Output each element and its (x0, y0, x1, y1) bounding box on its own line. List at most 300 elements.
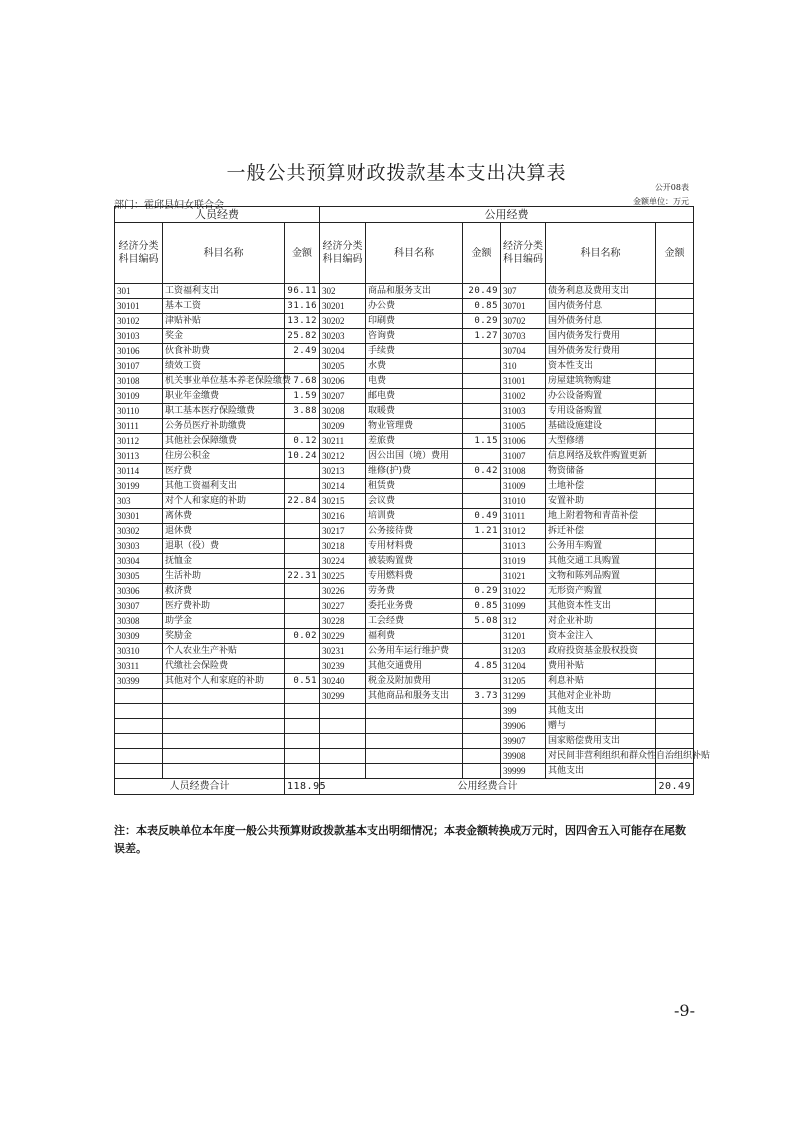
code-cell: 30109 (115, 389, 163, 404)
amount-cell (656, 734, 694, 749)
code-cell (320, 719, 366, 734)
name-cell: 费用补贴 (546, 659, 656, 674)
name-cell: 工会经费 (366, 614, 463, 629)
name-cell: 专用材料费 (366, 539, 463, 554)
amount-cell (656, 629, 694, 644)
amount-cell (463, 734, 501, 749)
amount-cell (285, 554, 320, 569)
amount-cell: 0.29 (463, 314, 501, 329)
name-cell: 被装购置费 (366, 554, 463, 569)
amount-cell (656, 509, 694, 524)
code-cell: 30228 (320, 614, 366, 629)
name-cell: 物业管理费 (366, 419, 463, 434)
code-cell: 303 (115, 494, 163, 509)
name-cell: 赠与 (546, 719, 656, 734)
amount-cell: 3.88 (285, 404, 320, 419)
code-cell (320, 734, 366, 749)
code-cell: 30199 (115, 479, 163, 494)
table-row (115, 704, 694, 719)
amount-cell: 0.85 (463, 599, 501, 614)
code-cell: 30209 (320, 419, 366, 434)
name-cell: 退职（役）费 (163, 539, 285, 554)
name-cell (366, 704, 463, 719)
header-code: 经济分类科目编码 (115, 223, 163, 284)
amount-cell (463, 554, 501, 569)
name-cell: 助学金 (163, 614, 285, 629)
amount-cell (656, 449, 694, 464)
name-cell: 委托业务费 (366, 599, 463, 614)
code-cell: 30227 (320, 599, 366, 614)
amount-cell (656, 719, 694, 734)
table-row (115, 509, 694, 524)
column-header-row (115, 223, 694, 284)
amount-cell (463, 764, 501, 779)
personnel-section-title: 人员经费 (115, 207, 320, 223)
name-cell: 安置补助 (546, 494, 656, 509)
footnote: 注：本表反映单位本年度一般公共预算财政拨款基本支出明细情况；本表金额转换成万元时，因四舍五入可能存在尾数误差。 (114, 824, 686, 855)
table-row (115, 314, 694, 329)
amount-cell (656, 674, 694, 689)
amount-cell (656, 299, 694, 314)
name-cell: 医疗费补助 (163, 599, 285, 614)
table-row (115, 434, 694, 449)
code-cell (320, 749, 366, 764)
amount-cell (285, 734, 320, 749)
amount-cell: 13.12 (285, 314, 320, 329)
amount-cell (463, 539, 501, 554)
table-row (115, 419, 694, 434)
amount-cell: 25.82 (285, 329, 320, 344)
code-cell: 302 (320, 284, 366, 299)
amount-cell (656, 584, 694, 599)
table-row (115, 674, 694, 689)
amount-cell (656, 434, 694, 449)
header-amount: 金额 (463, 223, 501, 284)
code-cell: 30206 (320, 374, 366, 389)
table-row (115, 659, 694, 674)
amount-cell (656, 569, 694, 584)
code-cell: 30702 (501, 314, 546, 329)
table-row (115, 569, 694, 584)
code-cell: 30303 (115, 539, 163, 554)
amount-cell: 3.73 (463, 689, 501, 704)
unit-label: 金额单位：万元 (633, 197, 689, 206)
amount-cell (463, 704, 501, 719)
code-cell: 30215 (320, 494, 366, 509)
name-cell: 专用燃料费 (366, 569, 463, 584)
header-code: 经济分类科目编码 (501, 223, 546, 284)
amount-cell (656, 404, 694, 419)
amount-cell (285, 419, 320, 434)
code-cell: 31021 (501, 569, 546, 584)
amount-cell: 0.85 (463, 299, 501, 314)
name-cell: 其他交通工具购置 (546, 554, 656, 569)
name-cell: 取暖费 (366, 404, 463, 419)
name-cell: 代缴社会保险费 (163, 659, 285, 674)
code-cell: 30205 (320, 359, 366, 374)
amount-cell (285, 584, 320, 599)
amount-cell: 1.27 (463, 329, 501, 344)
amount-cell (656, 374, 694, 389)
amount-cell (285, 764, 320, 779)
code-cell (115, 749, 163, 764)
amount-cell (656, 419, 694, 434)
name-cell: 办公费 (366, 299, 463, 314)
table-row (115, 374, 694, 389)
code-cell: 39906 (501, 719, 546, 734)
amount-cell (285, 659, 320, 674)
name-cell: 津贴补贴 (163, 314, 285, 329)
name-cell: 公务接待费 (366, 524, 463, 539)
name-cell: 邮电费 (366, 389, 463, 404)
code-cell: 31001 (501, 374, 546, 389)
name-cell (163, 719, 285, 734)
code-cell: 31299 (501, 689, 546, 704)
table-row (115, 329, 694, 344)
name-cell: 国家赔偿费用支出 (546, 734, 656, 749)
name-cell: 会议费 (366, 494, 463, 509)
amount-cell (656, 284, 694, 299)
name-cell: 对民间非营利组织和群众性自治组织补贴 (546, 749, 656, 764)
code-cell: 30112 (115, 434, 163, 449)
name-cell: 国内债务发行费用 (546, 329, 656, 344)
amount-cell (285, 524, 320, 539)
amount-cell (656, 494, 694, 509)
code-cell: 30111 (115, 419, 163, 434)
code-cell: 30214 (320, 479, 366, 494)
code-cell: 30310 (115, 644, 163, 659)
code-cell: 31011 (501, 509, 546, 524)
code-cell: 31012 (501, 524, 546, 539)
name-cell: 国内债务付息 (546, 299, 656, 314)
table-row (115, 644, 694, 659)
header-code: 经济分类科目编码 (320, 223, 366, 284)
table-row (115, 479, 694, 494)
name-cell: 维修(护)费 (366, 464, 463, 479)
amount-cell (656, 329, 694, 344)
amount-cell: 0.29 (463, 584, 501, 599)
code-cell: 30207 (320, 389, 366, 404)
amount-cell: 0.12 (285, 434, 320, 449)
name-cell: 资本金注入 (546, 629, 656, 644)
code-cell (115, 734, 163, 749)
department-label: 部门：霍邱县妇女联合会 (114, 200, 224, 211)
public-total-label: 公用经费合计 (320, 779, 656, 795)
code-cell: 31019 (501, 554, 546, 569)
public-section-title: 公用经费 (320, 207, 694, 223)
table-row (115, 344, 694, 359)
name-cell: 其他支出 (546, 764, 656, 779)
table-row (115, 689, 694, 704)
amount-cell: 0.49 (463, 509, 501, 524)
header-amount: 金额 (285, 223, 320, 284)
name-cell: 咨询费 (366, 329, 463, 344)
name-cell: 培训费 (366, 509, 463, 524)
amount-cell (463, 479, 501, 494)
code-cell: 312 (501, 614, 546, 629)
amount-cell: 22.31 (285, 569, 320, 584)
amount-cell: 0.42 (463, 464, 501, 479)
name-cell: 电费 (366, 374, 463, 389)
code-cell (115, 764, 163, 779)
amount-cell: 31.16 (285, 299, 320, 314)
amount-cell (463, 644, 501, 659)
code-cell: 399 (501, 704, 546, 719)
amount-cell: 2.49 (285, 344, 320, 359)
header-name: 科目名称 (366, 223, 463, 284)
code-cell: 31201 (501, 629, 546, 644)
name-cell: 大型修缮 (546, 434, 656, 449)
amount-cell (656, 359, 694, 374)
name-cell: 劳务费 (366, 584, 463, 599)
code-cell: 39907 (501, 734, 546, 749)
personnel-total-amount: 118.95 (285, 779, 320, 795)
name-cell: 机关事业单位基本养老保险缴费 (163, 374, 285, 389)
code-cell: 30203 (320, 329, 366, 344)
name-cell (163, 749, 285, 764)
code-cell: 30213 (320, 464, 366, 479)
name-cell: 基本工资 (163, 299, 285, 314)
amount-cell (463, 674, 501, 689)
code-cell: 31022 (501, 584, 546, 599)
code-cell: 30107 (115, 359, 163, 374)
code-cell: 31010 (501, 494, 546, 509)
code-cell: 31099 (501, 599, 546, 614)
name-cell: 抚恤金 (163, 554, 285, 569)
amount-cell (463, 389, 501, 404)
header-name: 科目名称 (163, 223, 285, 284)
code-cell: 30701 (501, 299, 546, 314)
name-cell: 租赁费 (366, 479, 463, 494)
name-cell (366, 749, 463, 764)
code-cell: 30103 (115, 329, 163, 344)
name-cell: 职工基本医疗保险缴费 (163, 404, 285, 419)
amount-cell (285, 599, 320, 614)
code-cell: 30304 (115, 554, 163, 569)
amount-cell (285, 689, 320, 704)
code-cell: 31003 (501, 404, 546, 419)
code-cell: 31204 (501, 659, 546, 674)
code-cell: 30299 (320, 689, 366, 704)
amount-cell (285, 359, 320, 374)
amount-cell (463, 494, 501, 509)
name-cell: 商品和服务支出 (366, 284, 463, 299)
code-cell: 31005 (501, 419, 546, 434)
table-row (115, 599, 694, 614)
name-cell: 国外债务发行费用 (546, 344, 656, 359)
code-cell: 30216 (320, 509, 366, 524)
amount-cell (285, 479, 320, 494)
name-cell: 因公出国（境）费用 (366, 449, 463, 464)
code-cell: 30301 (115, 509, 163, 524)
amount-cell (463, 374, 501, 389)
name-cell: 水费 (366, 359, 463, 374)
amount-cell: 5.08 (463, 614, 501, 629)
code-cell: 30224 (320, 554, 366, 569)
name-cell: 离休费 (163, 509, 285, 524)
code-cell: 31013 (501, 539, 546, 554)
code-cell: 30307 (115, 599, 163, 614)
amount-cell (463, 749, 501, 764)
code-cell: 30108 (115, 374, 163, 389)
name-cell: 其他交通费用 (366, 659, 463, 674)
amount-cell (656, 464, 694, 479)
code-cell: 30306 (115, 584, 163, 599)
table-row (115, 734, 694, 749)
name-cell: 办公设备购置 (546, 389, 656, 404)
name-cell (366, 764, 463, 779)
amount-cell (463, 569, 501, 584)
amount-cell (656, 554, 694, 569)
code-cell (115, 689, 163, 704)
table-row (115, 464, 694, 479)
code-cell: 30102 (115, 314, 163, 329)
amount-cell (463, 344, 501, 359)
name-cell: 对企业补助 (546, 614, 656, 629)
name-cell: 拆迁补偿 (546, 524, 656, 539)
table-row (115, 749, 694, 764)
name-cell: 公务用车运行维护费 (366, 644, 463, 659)
table-row (115, 494, 694, 509)
code-cell (320, 764, 366, 779)
totals-row (115, 779, 694, 795)
table-row (115, 449, 694, 464)
amount-cell (656, 764, 694, 779)
code-cell: 31002 (501, 389, 546, 404)
name-cell: 住房公积金 (163, 449, 285, 464)
table-row (115, 719, 694, 734)
header-amount: 金额 (656, 223, 694, 284)
code-cell: 31008 (501, 464, 546, 479)
amount-cell (656, 524, 694, 539)
code-cell: 30218 (320, 539, 366, 554)
name-cell: 其他社会保障缴费 (163, 434, 285, 449)
name-cell (366, 734, 463, 749)
name-cell: 绩效工资 (163, 359, 285, 374)
amount-cell (285, 644, 320, 659)
name-cell: 印刷费 (366, 314, 463, 329)
amount-cell (656, 689, 694, 704)
code-cell: 30106 (115, 344, 163, 359)
page-title: 一般公共预算财政拨款基本支出决算表 (226, 162, 567, 184)
name-cell (163, 734, 285, 749)
code-cell: 39908 (501, 749, 546, 764)
amount-cell (285, 464, 320, 479)
code-cell: 30211 (320, 434, 366, 449)
code-cell: 31009 (501, 479, 546, 494)
name-cell: 工资福利支出 (163, 284, 285, 299)
code-cell: 30311 (115, 659, 163, 674)
name-cell: 奖励金 (163, 629, 285, 644)
name-cell: 医疗费 (163, 464, 285, 479)
header-name: 科目名称 (546, 223, 656, 284)
amount-cell (656, 659, 694, 674)
name-cell: 其他商品和服务支出 (366, 689, 463, 704)
code-cell: 30212 (320, 449, 366, 464)
code-cell: 30239 (320, 659, 366, 674)
name-cell: 土地补偿 (546, 479, 656, 494)
amount-cell (656, 539, 694, 554)
name-cell: 国外债务付息 (546, 314, 656, 329)
amount-cell: 7.68 (285, 374, 320, 389)
code-cell: 31205 (501, 674, 546, 689)
table-row (115, 554, 694, 569)
name-cell: 福利费 (366, 629, 463, 644)
name-cell: 差旅费 (366, 434, 463, 449)
table-row (115, 404, 694, 419)
name-cell: 手续费 (366, 344, 463, 359)
name-cell (163, 704, 285, 719)
name-cell: 资本性支出 (546, 359, 656, 374)
name-cell: 基础设施建设 (546, 419, 656, 434)
amount-cell (463, 719, 501, 734)
name-cell: 职业年金缴费 (163, 389, 285, 404)
code-cell: 30240 (320, 674, 366, 689)
name-cell: 利息补贴 (546, 674, 656, 689)
code-cell (115, 704, 163, 719)
amount-cell (285, 509, 320, 524)
amount-cell (656, 344, 694, 359)
amount-cell (656, 644, 694, 659)
code-cell: 30114 (115, 464, 163, 479)
name-cell: 地上附着物和青苗补偿 (546, 509, 656, 524)
code-cell (115, 719, 163, 734)
code-cell: 301 (115, 284, 163, 299)
table-row (115, 614, 694, 629)
name-cell: 个人农业生产补贴 (163, 644, 285, 659)
amount-cell: 1.59 (285, 389, 320, 404)
code-cell: 30302 (115, 524, 163, 539)
amount-cell: 0.02 (285, 629, 320, 644)
page-number: -9- (674, 1001, 695, 1020)
name-cell: 其他资本性支出 (546, 599, 656, 614)
name-cell: 专用设备购置 (546, 404, 656, 419)
code-cell: 31203 (501, 644, 546, 659)
amount-cell (285, 614, 320, 629)
code-cell: 30305 (115, 569, 163, 584)
name-cell: 房屋建筑物购建 (546, 374, 656, 389)
name-cell: 其他对企业补助 (546, 689, 656, 704)
name-cell: 信息网络及软件购置更新 (546, 449, 656, 464)
code-cell: 30229 (320, 629, 366, 644)
amount-cell: 4.85 (463, 659, 501, 674)
code-cell: 30113 (115, 449, 163, 464)
name-cell: 公务用车购置 (546, 539, 656, 554)
amount-cell (285, 749, 320, 764)
amount-cell (463, 629, 501, 644)
code-cell: 30225 (320, 569, 366, 584)
amount-cell: 10.24 (285, 449, 320, 464)
name-cell: 政府投资基金股权投资 (546, 644, 656, 659)
table-row (115, 764, 694, 779)
name-cell: 其他支出 (546, 704, 656, 719)
table-row (115, 629, 694, 644)
name-cell: 债务利息及费用支出 (546, 284, 656, 299)
table-row (115, 299, 694, 314)
name-cell: 文物和陈列品购置 (546, 569, 656, 584)
amount-cell: 1.21 (463, 524, 501, 539)
name-cell: 对个人和家庭的补助 (163, 494, 285, 509)
code-cell: 30202 (320, 314, 366, 329)
code-cell: 30226 (320, 584, 366, 599)
code-cell: 30308 (115, 614, 163, 629)
table-row (115, 284, 694, 299)
name-cell (163, 764, 285, 779)
amount-cell (656, 314, 694, 329)
personnel-total-label: 人员经费合计 (115, 779, 285, 795)
name-cell: 救济费 (163, 584, 285, 599)
code-cell: 30201 (320, 299, 366, 314)
